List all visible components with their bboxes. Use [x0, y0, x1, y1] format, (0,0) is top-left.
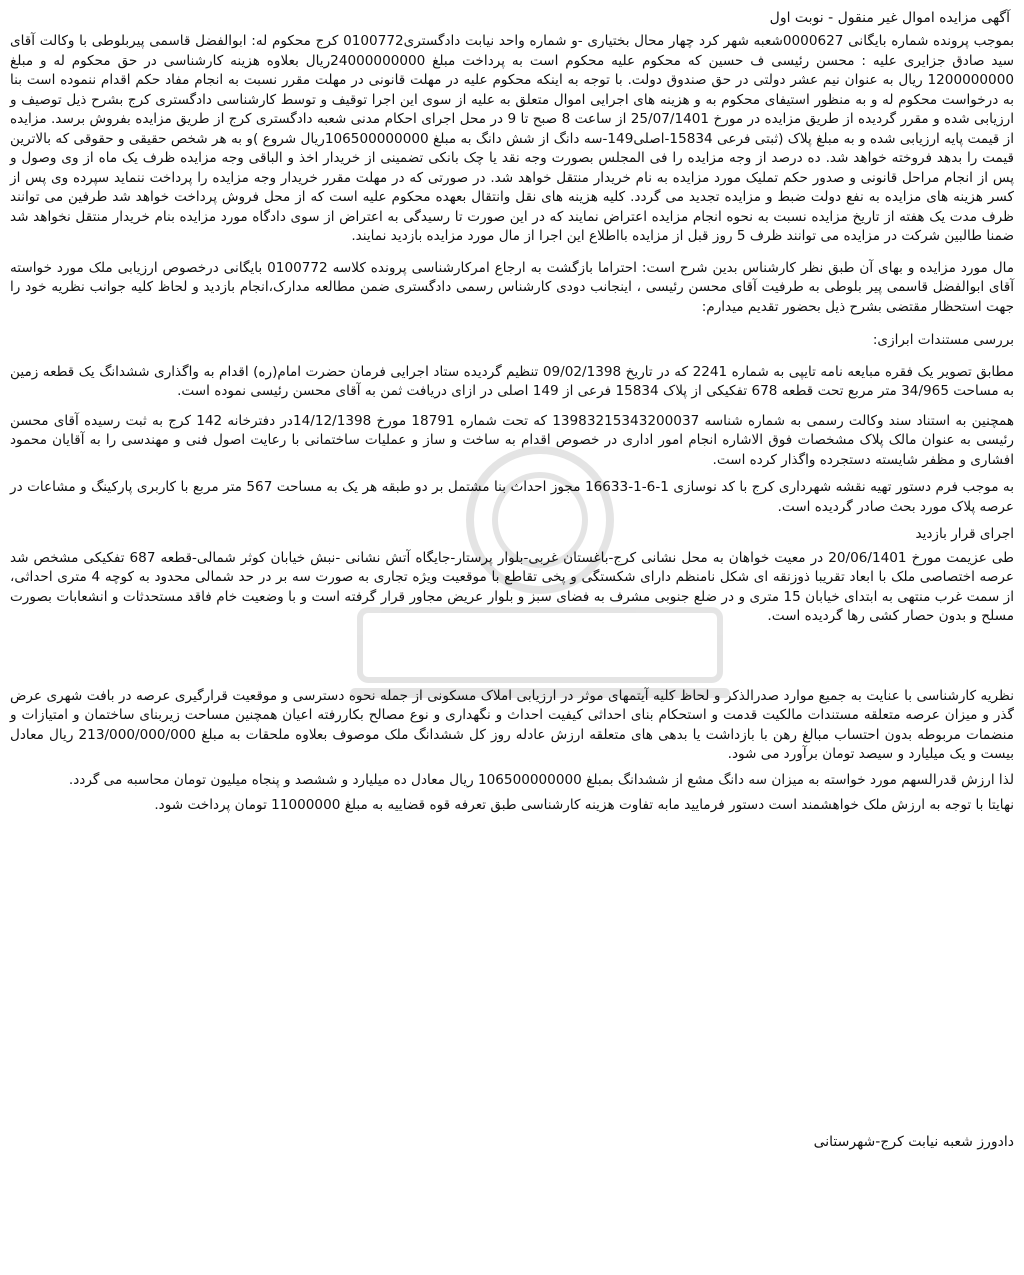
signature-line: دادورز شعبه نیابت کرج-شهرستانی — [813, 1134, 1014, 1150]
paragraph-power-of-attorney: همچنین به استناد سند وکالت رسمی به شماره شناسه 13983215343200037 که تحت شماره 18791 مورخ 14/12/1398در دفترخانه 142 کرج به ثبت رسیده آقای محسن رئیسی به عنوان مالک پلاک مشخصات فوق الاشاره انجام امور اداری در خصوص اقدام به ساخت و ساز و عملیات ساختمانی با رعایت اصول فنی و مهندسی را به آقایان محمود افشاری و مظفر شایسته دستجرده واگذار کرده است. — [10, 412, 1014, 468]
paragraph-sale-contract: مطابق تصویر یک فقره مبایعه نامه تایپی به شماره 2241 که در تاریخ 09/02/1398 تنظیم گردیده ستاد اجرایی فرمان حضرت امام(ره) اقدام به واگذاری ششدانگ یک قطعه زمین به مساحت 34/965 متر مربع تحت قطعه 678 تفکیکی از پلاک 15834 فرعی از 149 اصلی در ازای دریافت ثمن به آقای محسن رئیسی نموده است. — [10, 363, 1014, 399]
paragraph-fee-request: نهایتا با توجه به ارزش ملک خواهشمند است دستور فرمایید مابه تفاوت هزینه کارشناسی طبق تعرفه قوه قضاییه به مبلغ 11000000 تومان پرداخت شود. — [154, 797, 1014, 813]
paragraph-expert-valuation: نظریه کارشناسی با عنایت به جمیع موارد صدرالذکر و لحاظ کلیه آیتمهای موثر در ارزیابی املاک مسکونی از جمله نحوه دسترسی و موقعیت قرارگیری عرصه در بافت شهری عرض گذر و میزان عرصه متعلقه مستندات مالکیت قدمت و استحکام بنای احداثی کیفیت احداث و نگهداری و نوع مصالح بکاررفته اعیان همچنین مساحت زیربنای ساختمان و امتیازات و منضمات مربوطه بدون احتساب مبالغ رهن با بازداشت یا بدهی های متعلقه ارزش عادله روز کل ششدانگ ملک موصوف بعلاوه ملحقات به مبلغ 213/000/000/000 ریال معادل بیست و یک میلیارد و سیصد تومان برآورد می شود. — [10, 687, 1014, 762]
section-heading-site-visit: اجرای قرار بازدید — [915, 526, 1014, 542]
notice-title: آگهی مزایده اموال غیر منقول - نوبت اول — [769, 10, 1010, 26]
paragraph-auction-terms: بموجب پرونده شماره بایگانی 0000627شعبه شهر کرد چهار محال بختیاری -و شماره واحد نیابت دادگستری0100772 کرج محکوم له: ابوالفضل قاسمی پیربلوطی با وکالت آقای سید صادق جزایری علیه : محسن رئیسی ف حسین که محکوم علیه محکوم است به پرداخت مبلغ 24000000000ریال بعلاوه هزینه کارشناسی در حق محکوم له و مبلغ 1200000000 ریال به عنوان نیم عشر دولتی در حق صندوق دولت. با توجه به اینکه محکوم علیه در مهلت قانونی در مهلت مقرر نسبت به انجام مفاد حکم اقدام ننموده است بنا به درخواست محکوم له و به منظور استیفای محکوم به و هزینه های اجرایی اموال متعلق به علیه از سوی این اجرا توقیف و توسط کارشناسی دادگستری کرج بشرح ذیل توصیف و ارزیابی شده و مقرر گردیده از طریق مزایده در مورخ 25/07/1401 از ساعت 8 صبح تا 9 در محل اجرای احکام مدنی شعبه دادگستری کرج از طریق مزایده بفروش برسد. مزایده از قیمت پایه ارزیابی شده و به مبلغ پلاک (ثبتی فرعی 15834-اصلی149-سه دانگ از شش دانگ به مبلغ 106500000000ریال شروع )و به هر شخص حقیقی و حقوقی که بالاترین قیمت را بدهد فروخته خواهد شد. ده درصد از وجه مزایده را فی المجلس بصورت وجه نقد یا چک بانکی تضمینی از خریدار اخذ و الباقی وجه مزایده ظرف یک ماه از وی وصول و پس از انجام مراحل قانونی و صدور حکم تملیک مورد مزایده به نام خریدار منتقل خواهد شد. در صورتی که در مهلت مقرر خریدار وجه مزایده را پرداخت ننماید سپرده وی پس از کسر هزینه های مزایده به نفع دولت ضبط و مزایده تجدید می گردد. کلیه هزینه های نقل وانتقال بعهده محکوم علیه است که از محل فروش پرداخت خواهد شد طرفین می توانند ظرف مدت یک هفته از تاریخ مزایده نسبت به نحوه انجام مزایده اعتراض نمایند که در این صورت تا رسیدگی به اعتراض از سوی دادگاه مورد مزایده بنام خریدار منتقل نخواهد شد ضمنا طالبین شرکت در مزایده می توانند ظرف 5 روز قبل از مزایده بااطلاع این اجرا از مال مورد مزایده بازدید نمایند. — [10, 33, 1015, 244]
paragraph-building-permit: به موجب فرم دستور تهیه نقشه شهرداری کرج با کد نوسازی 1-6-1-16633 مجوز احداث بنا مشتمل بر دو طبقه هر یک به مساحت 567 متر مربع با کاربری پارکینگ و مشاعات در عرصه پلاک مورد بحث صادر گردیده است. — [10, 479, 1014, 515]
paragraph-share-value: لذا ارزش قدرالسهم مورد خواسته به میزان سه دانگ مشع از ششدانگ بمبلغ 106500000000 ریال معادل ده میلیارد و ششصد و پنجاه میلیون تومان محاسبه می گردد. — [68, 771, 1014, 788]
paragraph-expert-opinion-intro: مال مورد مزایده و بهای آن طبق نظر کارشناس بدین شرح است: احتراما بازگشت به ارجاع امرکارشناسی پرونده کلاسه 0100772 بایگانی درخصوص ارزیابی ملک مورد خواسته آقای ابوالفضل قاسمی پیر بلوطی به طرفیت آقای محسن رئیسی ، اینجانب دودی کارشناس رسمی دادگستری ضمن مطالعه مدارک،انجام بازدید و لحاظ کلیه جوانب نظریه خود را جهت استحظار مقتضی بشرح ذیل بحضور تقدیم میدارم: — [10, 259, 1015, 315]
paragraph-site-visit: طی عزیمت مورخ 20/06/1401 در معیت خواهان به محل نشانی کرج-باغستان غربی-بلوار پرستار-جایگاه آتش نشانی -نبش خیابان کوثر شمالی-قطعه 687 تفکیکی مشخص شد عرصه اختصاصی ملک با ابعاد تقریبا ذوزنقه ای شکل نامنظم دارای شکستگی و پخی تقاطع با موقعیت ویژه تجاری به صورت سه بر در حد شمالی محدود به کوچه 4 متری احداثی، از سمت غرب منتهی به ابتدای خیابان 15 متری و در ضلع جنوبی مشرف به فضای سبز و بلوار عریض مجاور قرار گرفته است و با وضعیت خام فاقد مستحدثات و انشعابات بصورت مسلح و بدون حصار کشی رها گردیده است. — [10, 549, 1015, 624]
section-heading-documents: بررسی مستندات ابرازی: — [872, 332, 1014, 348]
